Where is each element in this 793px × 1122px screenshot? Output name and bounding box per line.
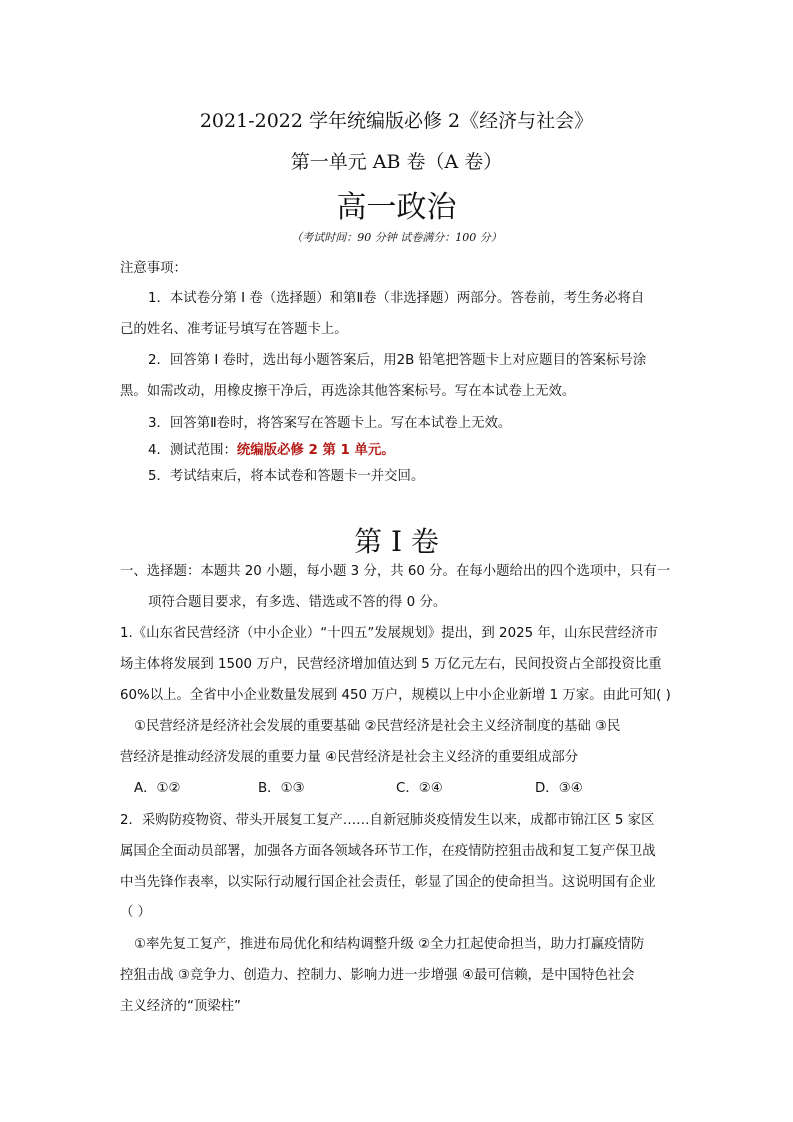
question-1-stem-line3: 60%以上。全省中小企业数量发展到 450 万户，规模以上中小企业新增 1 万家。由此可知( ) — [120, 688, 671, 703]
question-1-option-b: B．①③ — [258, 781, 305, 796]
subject-title: 高一政治 — [336, 190, 457, 225]
exam-info: （考试时间：90 分钟 试卷满分：100 分） — [291, 231, 502, 244]
exam-title-line1: 2021-2022 学年统编版必修 2《经济与社会》 — [199, 110, 594, 132]
notice-heading: 注意事项： — [120, 261, 187, 276]
question-1-stem-line1: 1.《山东省民营经济（中小企业）“十四五”发展规划》提出，到 2025 年，山东民营经济市 — [120, 626, 658, 641]
question-1-statements-line2: 营经济是推动经济发展的重要力量 ④民营经济是社会主义经济的重要组成部分 — [120, 750, 579, 765]
question-1-statements-line1: ①民营经济是经济社会发展的重要基础 ②民营经济是社会主义经济制度的基础 ③民 — [134, 719, 621, 734]
notice-item-5: 5．考试结束后，将本试卷和答题卡一并交回。 — [148, 469, 425, 484]
test-range: 统编版必修 2 第 1 单元。 — [236, 443, 395, 458]
notice-item-4-prefix: 4．测试范围： — [148, 443, 237, 458]
question-1-stem-line2: 场主体将发展到 1500 万户，民营经济增加值达到 5 万亿元左右，民间投资占全部投资比重 — [120, 657, 662, 672]
question-1-option-d: D．③④ — [535, 781, 583, 796]
notice-item-2-line2: 黑。如需改动，用橡皮擦干净后，再选涂其他答案标号。写在本试卷上无效。 — [120, 384, 576, 399]
notice-item-3: 3．回答第Ⅱ卷时，将答案写在答题卡上。写在本试卷上无效。 — [148, 416, 512, 431]
question-2-stem-line1: 2．采购防疫物资、带头开展复工复产……自新冠肺炎疫情发生以来，成都市锦江区 5 家区 — [120, 813, 655, 828]
section-title: 第 I 卷 — [354, 525, 439, 558]
section-instructions-line1: 一、选择题：本题共 20 小题，每小题 3 分，共 60 分。在每小题给出的四个选项中，只有一 — [120, 564, 671, 579]
section-instructions-line2: 项符合题目要求，有多选、错选或不答的得 0 分。 — [148, 595, 447, 610]
question-2-statements-line3: 主义经济的“顶梁柱” — [120, 999, 241, 1014]
question-2-statements-line1: ①率先复工复产，推进布局优化和结构调整升级 ②全力扛起使命担当，助力打赢疫情防 — [134, 937, 645, 952]
question-2-stem-line3: 中当先锋作表率，以实际行动履行国企社会责任，彰显了国企的使命担当。这说明国有企业 — [120, 875, 656, 890]
question-1-option-a: A．①② — [134, 781, 181, 796]
question-1-option-c: C．②④ — [396, 781, 443, 796]
question-2-stem-line2: 属国企全面动员部署，加强各方面各领域各环节工作，在疫情防控狙击战和复工复产保卫战 — [120, 844, 656, 859]
exam-title-line2: 第一单元 AB 卷（A 卷） — [290, 151, 503, 173]
notice-item-4 — [148, 441, 395, 461]
question-2-stem-line4: （ ） — [120, 905, 152, 920]
question-2-statements-line2: 控狙击战 ③竞争力、创造力、控制力、影响力进一步增强 ④最可信赖，是中国特色社会 — [120, 968, 635, 983]
notice-item-1-line2: 己的姓名、准考证号填写在答题卡上。 — [120, 322, 348, 337]
notice-item-2-line1: 2．回答第 I 卷时，选出每小题答案后，用2B 铅笔把答题卡上对应题目的答案标号涂 — [148, 353, 647, 368]
notice-item-1-line1: 1．本试卷分第 I 卷（选择题）和第Ⅱ卷（非选择题）两部分。答卷前，考生务必将自 — [148, 291, 645, 306]
